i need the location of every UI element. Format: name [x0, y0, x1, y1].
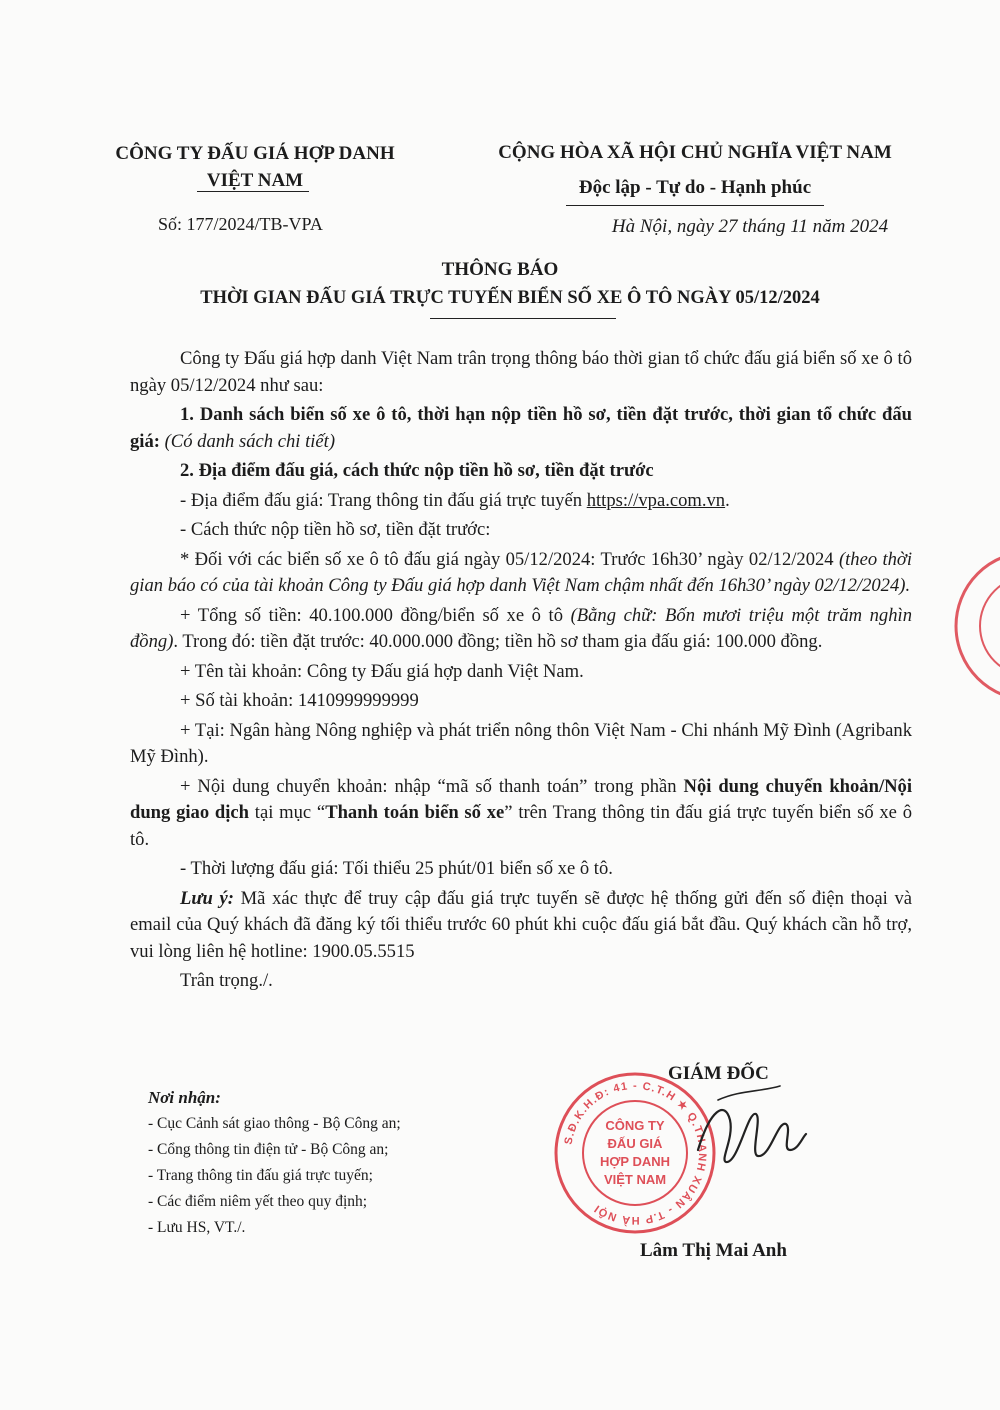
document-number: Số: 177/2024/TB-VPA	[158, 214, 323, 234]
bank-branch: + Tại: Ngân hàng Nông nghiệp và phát triển nông thôn Việt Nam - Chi nhánh Mỹ Đình (Agribank Mỹ Đình).	[130, 719, 912, 767]
place-date: Hà Nội, ngày 27 tháng 11 năm 2024	[611, 216, 889, 237]
signer-position: GIÁM ĐỐC	[668, 1063, 769, 1084]
title-underline	[430, 318, 616, 319]
page-edge-stamp	[950, 546, 1000, 706]
section-1-note: (Có danh sách chi tiết)	[164, 430, 336, 452]
handwritten-signature	[690, 1080, 810, 1190]
transfer-field-name: Nội dung chuyển khoản/Nội dung giao dịch	[130, 775, 913, 823]
organization-name-line2: VIỆT NAM	[206, 170, 304, 191]
venue-link[interactable]: https://vpa.com.vn	[586, 489, 726, 511]
section-1-heading: 1. Danh sách biển số xe ô tô, thời hạn nộp tiền hồ sơ, tiền đặt trước, thời gian tổ chức đấu giá:	[130, 404, 912, 452]
recipients-block	[148, 1085, 508, 1241]
venue-end: .	[725, 489, 730, 511]
recipient-item: - Các điểm niêm yết theo quy định;	[148, 1193, 368, 1210]
note-text: Mã xác thực để truy cập đấu giá trực tuyến sẽ được hệ thống gửi đến số điện thoại và email của Quý khách đã đăng ký tối thiểu trước 60 phút khi cuộc đấu giá bắt đầu. Quý khách cần hỗ trợ, vui lòng liên hệ hotline: 1900.05.5515	[130, 887, 912, 962]
closing: Trân trọng./.	[180, 970, 273, 991]
total-detail: . Trong đó: tiền đặt trước: 40.000.000 đồng; tiền hồ sơ tham gia đấu giá: 100.000 đồng.	[173, 631, 823, 652]
national-title: CỘNG HÒA XÃ HỘI CHỦ NGHĨA VIỆT NAM	[498, 142, 892, 163]
signer-name: Lâm Thị Mai Anh	[640, 1240, 787, 1261]
organization-underline	[197, 191, 309, 192]
document-body	[130, 346, 912, 998]
note-label: Lưu ý:	[180, 887, 234, 909]
stamp-line-4: VIỆT NAM	[603, 1172, 667, 1187]
document-title: THÔNG BÁO	[441, 259, 559, 280]
account-number: + Số tài khoản: 1410999999999	[180, 690, 419, 711]
deadline-note: (theo thời gian báo có của tài khoản Công ty Đấu giá hợp danh Việt Nam chậm nhất đến 16h30’ ngày 02/12/2024).	[130, 548, 913, 596]
transfer-text-c: tại mục “	[254, 802, 326, 823]
total-main: + Tổng số tiền: 40.100.000 đồng/biển số xe ô tô	[180, 604, 563, 626]
intro-paragraph: Công ty Đấu giá hợp danh Việt Nam trân trọng thông báo thời gian tổ chức đấu giá biển số xe ô tô ngày 05/12/2024 như sau:	[130, 348, 912, 396]
transfer-text-a: + Nội dung chuyển khoản: nhập “mã số thanh toán” trong phần	[180, 775, 677, 797]
venue-label: - Địa điểm đấu giá: Trang thông tin đấu giá trực tuyến	[180, 489, 583, 511]
section-1	[130, 402, 912, 455]
recipients-heading: Nơi nhận:	[148, 1088, 221, 1107]
recipient-item: - Trang thông tin đấu giá trực tuyến;	[148, 1167, 373, 1184]
motto-underline	[566, 205, 824, 206]
stamp-line-2: ĐẤU GIÁ	[607, 1136, 663, 1151]
deadline-paragraph	[130, 547, 912, 600]
stamp-line-1: CÔNG TY	[605, 1118, 665, 1133]
transfer-section-name: Thanh toán biển số xe	[325, 802, 505, 823]
section-2-heading: 2. Địa điểm đấu giá, cách thức nộp tiền hồ sơ, tiền đặt trước	[180, 460, 654, 481]
national-motto: Độc lập - Tự do - Hạnh phúc	[578, 177, 812, 198]
organization-name	[90, 140, 420, 194]
note-paragraph	[130, 886, 912, 966]
transfer-content	[130, 774, 912, 854]
total-paragraph	[130, 603, 912, 656]
stamp-line-3: HỢP DANH	[599, 1154, 671, 1169]
auction-duration: - Thời lượng đấu giá: Tối thiểu 25 phút/01 biển số xe ô tô.	[180, 858, 613, 879]
document-subtitle: THỜI GIAN ĐẤU GIÁ TRỰC TUYẾN BIỂN SỐ XE Ô TÔ NGÀY 05/12/2024	[200, 288, 820, 308]
venue-line	[130, 488, 912, 515]
recipient-item: - Cục Cảnh sát giao thông - Bộ Công an;	[148, 1115, 401, 1132]
organization-name-line1: CÔNG TY ĐẤU GIÁ HỢP DANH	[115, 143, 395, 164]
total-words: (Bằng chữ: Bốn mươi triệu một trăm nghìn đồng)	[130, 604, 912, 652]
payment-method: - Cách thức nộp tiền hồ sơ, tiền đặt trước:	[180, 519, 491, 540]
recipient-item: - Cổng thông tin điện tử - Bộ Công an;	[148, 1141, 389, 1158]
recipient-item: - Lưu HS, VT./.	[148, 1219, 246, 1236]
account-name: + Tên tài khoản: Công ty Đấu giá hợp danh Việt Nam.	[180, 660, 584, 682]
transfer-text-e: ” trên Trang thông tin đấu giá trực tuyến biển số xe ô tô.	[130, 802, 912, 850]
deadline-main: * Đối với các biển số xe ô tô đấu giá ngày 05/12/2024: Trước 16h30’ ngày 02/12/2024	[180, 548, 834, 570]
stamp-ring-text: S.Đ.K.H.Đ: 41 - C.T.H ★ Q.THANH XUÂN - T.P HÀ NỘI	[562, 1079, 709, 1227]
